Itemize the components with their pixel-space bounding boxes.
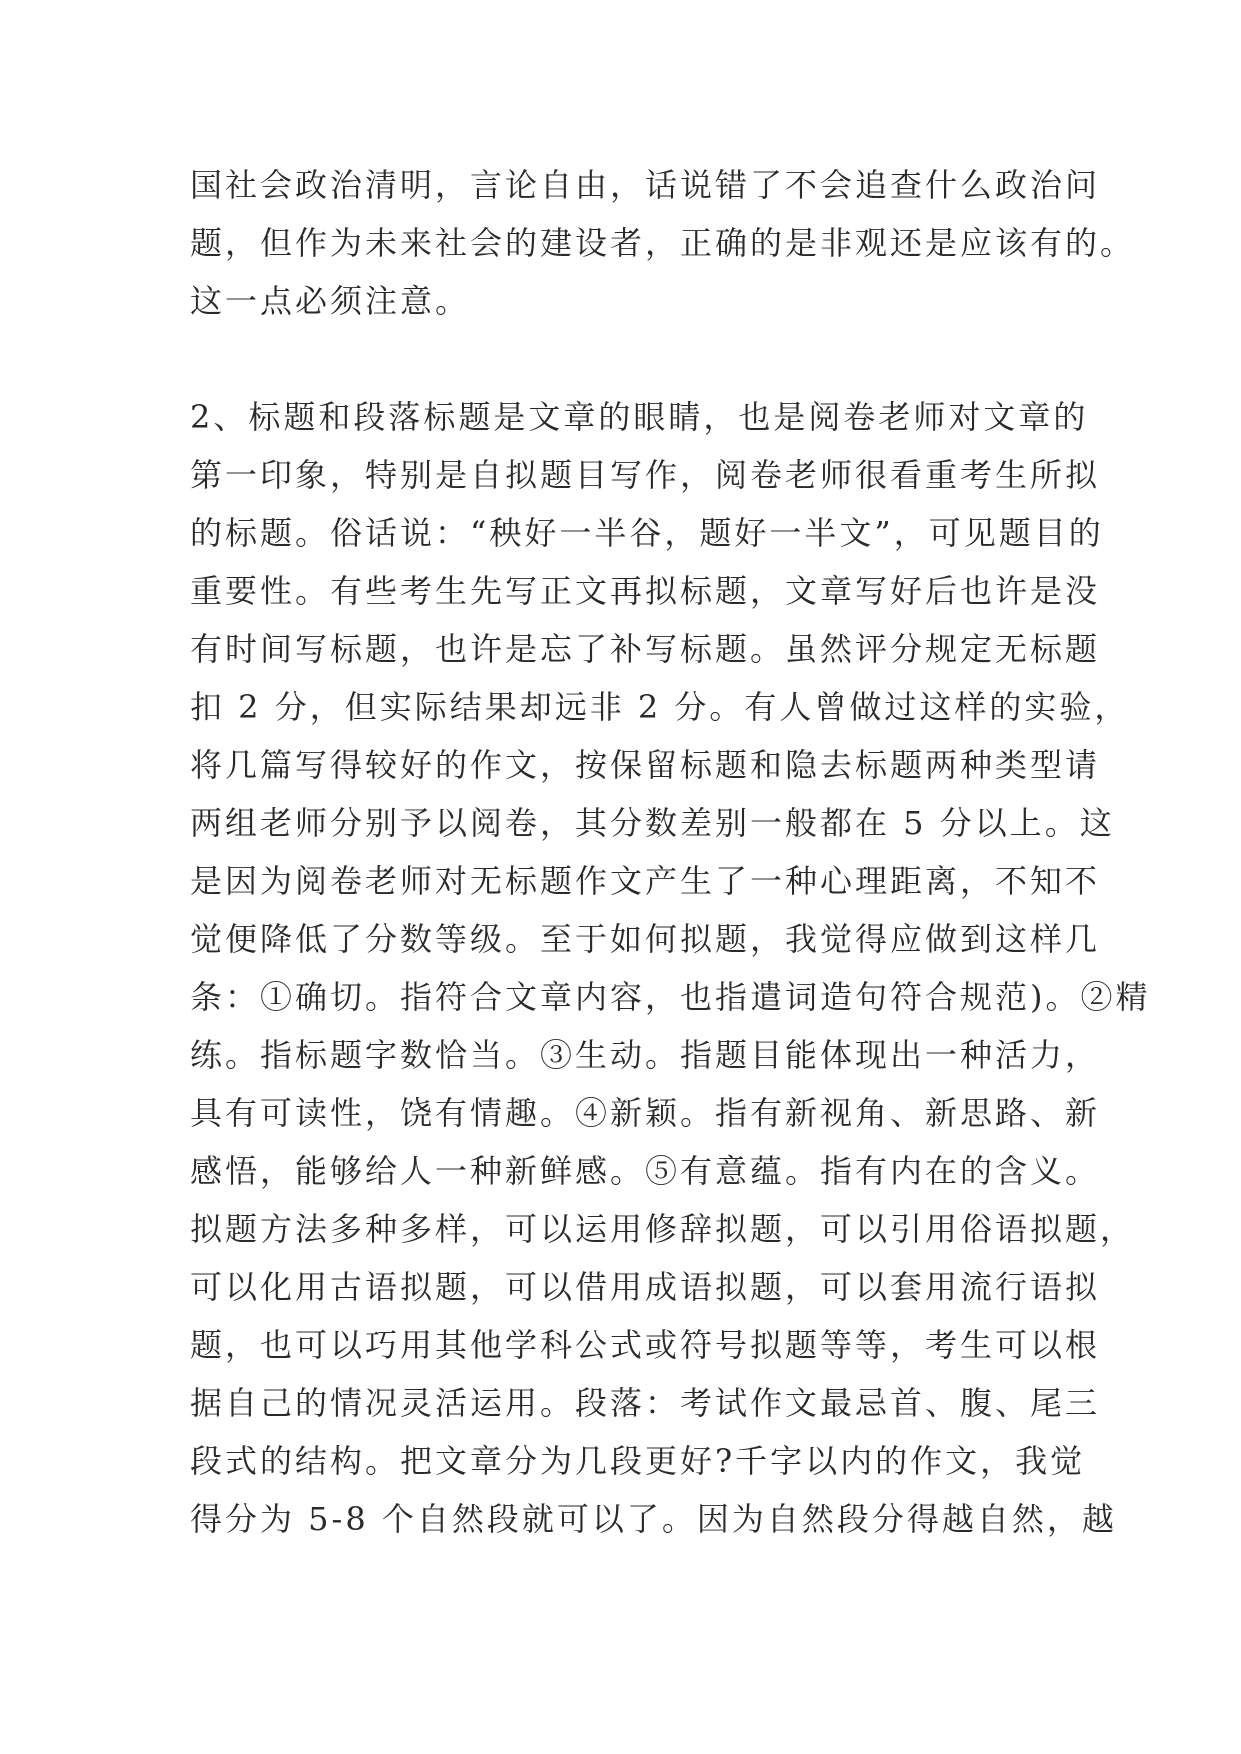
text-line: 段式的结构。把文章分为几段更好?千字以内的作文，我觉 [190,1442,1086,1480]
text-line: 第一印象，特别是自拟题目写作，阅卷老师很看重考生所拟 [190,456,1101,494]
text-line: 觉便降低了分数等级。至于如何拟题，我觉得应做到这样几 [190,920,1101,958]
text-line: 具有可读性，饶有情趣。④新颖。指有新视角、新思路、新 [190,1094,1101,1132]
text-line: 重要性。有些考生先写正文再拟标题，文章写好后也许是没 [190,572,1101,610]
text-line: 得分为 5-8 个自然段就可以了。因为自然段分得越自然，越 [190,1500,1117,1538]
text-line: 拟题方法多种多样，可以运用修辞拟题，可以引用俗语拟题， [190,1210,1136,1248]
text-line: 据自己的情况灵活运用。段落：考试作文最忌首、腹、尾三 [190,1384,1101,1422]
text-line: 扣 2 分，但实际结果却远非 2 分。有人曾做过这样的实验， [190,688,1130,726]
text-line: 题，也可以巧用其他学科公式或符号拟题等等，考生可以根 [190,1326,1101,1364]
text-line: 是因为阅卷老师对无标题作文产生了一种心理距离，不知不 [190,862,1101,900]
text-line: 两组老师分别予以阅卷，其分数差别一般都在 5 分以上。这 [190,804,1115,842]
text-line: 这一点必须注意。 [190,282,471,320]
text-line: 条：①确切。指符合文章内容，也指遣词造句符合规范)。②精 [190,978,1151,1016]
text-line: 2、标题和段落标题是文章的眼睛，也是阅卷老师对文章的 [190,398,1089,436]
text-line: 国社会政治清明，言论自由，话说错了不会追查什么政治问 [190,166,1101,204]
text-line: 的标题。俗话说：“秧好一半谷，题好一半文”，可见题目的 [190,514,1104,552]
text-line: 将几篇写得较好的作文，按保留标题和隐去标题两种类型请 [190,746,1101,784]
text-line: 练。指标题字数恰当。③生动。指题目能体现出一种活力， [190,1036,1101,1074]
text-line: 感悟，能够给人一种新鲜感。⑤有意蕴。指有内在的含义。 [190,1152,1101,1190]
text-line: 有时间写标题，也许是忘了补写标题。虽然评分规定无标题 [190,630,1101,668]
paragraph-2 [190,388,1151,1548]
text-line: 题，但作为未来社会的建设者，正确的是非观还是应该有的。 [190,224,1136,262]
paragraph-1 [190,156,1136,330]
text-line: 可以化用古语拟题，可以借用成语拟题，可以套用流行语拟 [190,1268,1101,1306]
